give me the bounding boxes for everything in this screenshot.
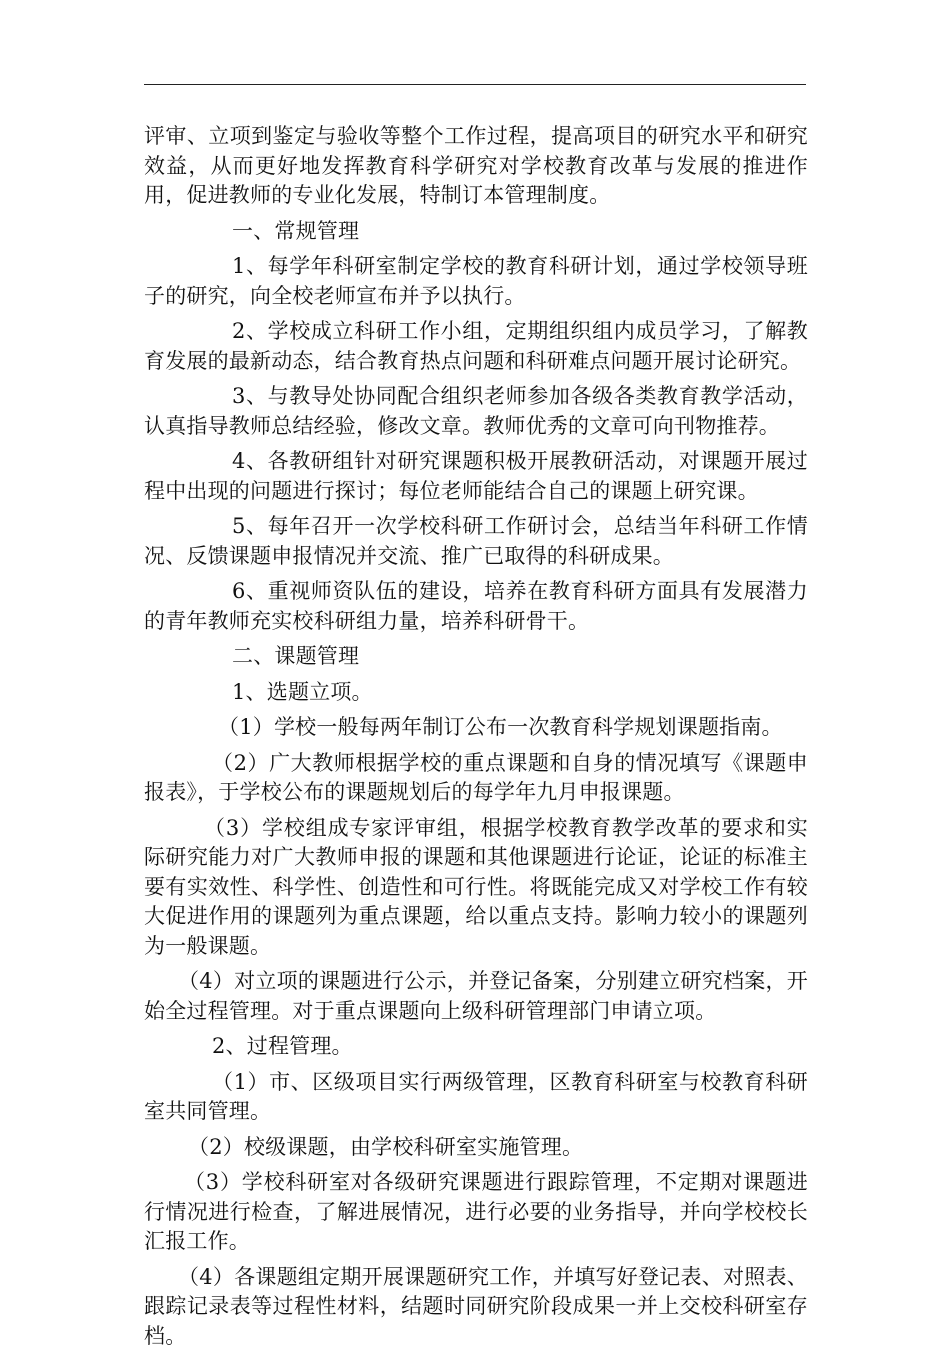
paragraph-routine-4: 4、各教研组针对研究课题积极开展教研活动，对课题开展过程中出现的问题进行探讨；每位老师能结合自己的课题上研究课。 — [144, 449, 808, 503]
header-rule — [144, 84, 806, 85]
paragraph-selection-1: （1）学校一般每两年制订公布一次教育科学规划课题指南。 — [218, 715, 783, 739]
paragraph-routine-3: 3、与教导处协同配合组织老师参加各级各类教育教学活动，认真指导教师总结经验，修改文章。教师优秀的文章可向刊物推荐。 — [144, 384, 808, 438]
paragraph-routine-2: 2、学校成立科研工作小组，定期组织组内成员学习，了解教育发展的最新动态，结合教育热点问题和科研难点问题开展讨论研究。 — [144, 319, 808, 373]
paragraph-selection-4: （4）对立项的课题进行公示，并登记备案，分别建立研究档案，开始全过程管理。对于重点课题向上级科研管理部门申请立项。 — [144, 969, 808, 1023]
paragraph-intro: 评审、立项到鉴定与验收等整个工作过程，提高项目的研究水平和研究效益，从而更好地发挥教育科学研究对学校教育改革与发展的推进作用，促进教师的专业化发展，特制订本管理制度。 — [144, 124, 808, 207]
paragraph-process-3: （3）学校科研室对各级研究课题进行跟踪管理，不定期对课题进行情况进行检查，了解进展情况，进行必要的业务指导，并向学校校长汇报工作。 — [144, 1170, 808, 1253]
subheading-topic-selection: 1、选题立项。 — [232, 679, 373, 704]
paragraph-process-1: （1）市、区级项目实行两级管理，区教育科研室与校教育科研室共同管理。 — [144, 1069, 808, 1123]
paragraph-routine-6: 6、重视师资队伍的建设，培养在教育科研方面具有发展潜力的青年教师充实校科研组力量，培养科研骨干。 — [144, 579, 808, 633]
paragraph-process-4: （4）各课题组定期开展课题研究工作，并填写好登记表、对照表、跟踪记录表等过程性材料，结题时同研究阶段成果一并上交校科研室存档。 — [144, 1264, 808, 1348]
document-body — [144, 122, 808, 1357]
paragraph-process-2: （2）校级课题，由学校科研室实施管理。 — [188, 1134, 584, 1159]
paragraph-routine-1: 1、每学年科研室制定学校的教育科研计划，通过学校领导班子的研究，向全校老师宣布并予以执行。 — [144, 254, 808, 308]
section-heading-routine: 一、常规管理 — [232, 218, 360, 243]
paragraph-routine-5: 5、每年召开一次学校科研工作研讨会，总结当年科研工作情况、反馈课题申报情况并交流、推广已取得的科研成果。 — [144, 514, 808, 568]
paragraph-selection-2: （2）广大教师根据学校的重点课题和自身的情况填写《课题申报表》，于学校公布的课题规划后的每学年九月申报课题。 — [144, 750, 808, 804]
subheading-process-management: 2、过程管理。 — [212, 1034, 353, 1058]
paragraph-selection-3: （3）学校组成专家评审组，根据学校教育教学改革的要求和实际研究能力对广大教师申报的课题和其他课题进行论证，论证的标准主要有实效性、科学性、创造性和可行性。将既能完成又对学校工作有较大促进作用的课题列为重点课题，给以重点支持。影响力较小的课题列为一般课题。 — [144, 815, 808, 958]
section-heading-topics: 二、课题管理 — [232, 644, 360, 668]
